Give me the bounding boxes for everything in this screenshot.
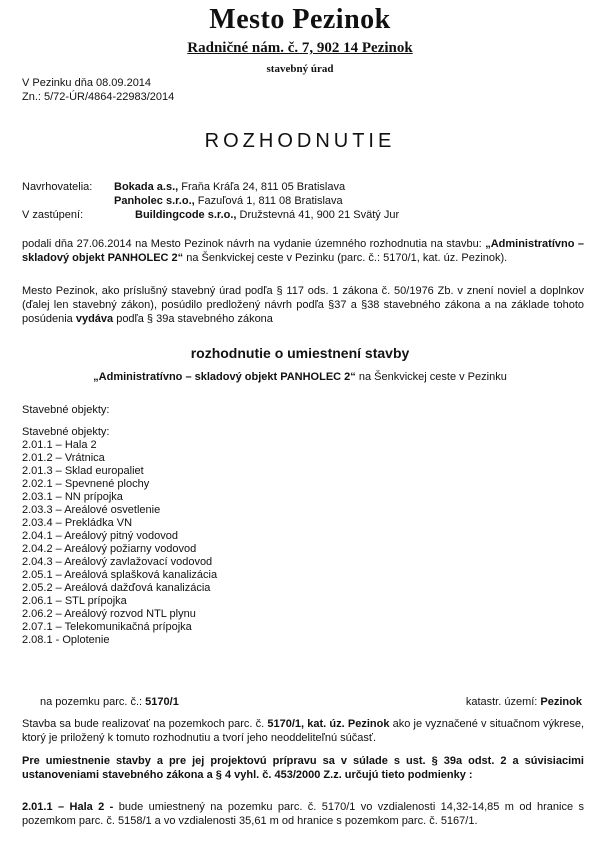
text-span: ako je vyznačené v situačnom výkrese, ktorý je priložený k tomuto rozhodnutiu a tvorí jeho neoddeliteľnú súčasť. bbox=[22, 718, 584, 744]
office-name: stavebný úrad bbox=[266, 63, 334, 75]
text-span: na Šenkvickej ceste v Pezinku (parc. č.: 5170/1, kat. úz. Pezinok). bbox=[183, 252, 508, 264]
list-item: 2.03.4 – Prekládka VN bbox=[22, 517, 133, 529]
decision-project-line bbox=[0, 371, 600, 383]
representative-address: Družstevná 41, 900 21 Svätý Jur bbox=[236, 209, 400, 221]
list-item: 2.08.1 - Oplotenie bbox=[22, 634, 110, 646]
plot-reference: 5170/1, kat. úz. Pezinok bbox=[267, 718, 390, 730]
city-name: Mesto Pezinok bbox=[209, 4, 391, 35]
list-item: 2.01.2 – Vrátnica bbox=[22, 452, 105, 464]
applicant-row bbox=[22, 194, 399, 208]
list-item: 2.05.2 – Areálová dažďová kanalizácia bbox=[22, 582, 211, 594]
cadastral-area bbox=[466, 696, 582, 708]
objects-list bbox=[22, 426, 217, 647]
list-item: 2.04.1 – Areálový pitný vodovod bbox=[22, 530, 178, 542]
text-span: podľa § 39a stavebného zákona bbox=[113, 313, 273, 325]
list-item: 2.03.1 – NN prípojka bbox=[22, 491, 123, 503]
plot-number bbox=[22, 696, 179, 708]
condition-label: 2.01.1 – Hala 2 - bbox=[22, 801, 114, 813]
office-address: Radničné nám. č. 7, 902 14 Pezinok bbox=[187, 40, 413, 56]
reference-number: Zn.: 5/72-ÚR/4864-22983/2014 bbox=[22, 91, 175, 103]
list-item: 2.04.3 – Areálový zavlažovací vodovod bbox=[22, 556, 213, 568]
condition-item bbox=[22, 800, 584, 828]
applicant-address: Fraňa Kráľa 24, 811 05 Bratislava bbox=[178, 181, 346, 193]
applicants-label: Navrhovatelia: bbox=[22, 181, 93, 193]
representative-label: V zastúpení: bbox=[22, 209, 84, 221]
text-span: na Šenkvickej ceste v Pezinku bbox=[355, 371, 507, 383]
list-item: 2.04.2 – Areálový požiarny vodovod bbox=[22, 543, 197, 555]
document-meta bbox=[22, 76, 174, 104]
text-span: bude umiestnený na pozemku parc. č. 5170/1 vo vzdialenosti 14,32-14,85 m od hranice s pozemkom parc. č. 5158/1 a vo vzdialenosti 35,61 m od hranice s pozemkom parc. č. 5167/1. bbox=[22, 801, 584, 827]
location-paragraph bbox=[22, 717, 584, 745]
applicants-block bbox=[22, 180, 399, 222]
authority-paragraph bbox=[22, 284, 584, 326]
applicant-address: Fazuľová 1, 811 08 Bratislava bbox=[194, 195, 343, 207]
plot-label: na pozemku parc. č.: bbox=[40, 696, 146, 708]
building-objects bbox=[22, 404, 217, 647]
list-item: 2.03.3 – Areálové osvetlenie bbox=[22, 504, 161, 516]
plot-value: 5170/1 bbox=[145, 696, 179, 708]
applicant-name: Bokada a.s., bbox=[114, 181, 179, 193]
decision-subtitle: rozhodnutie o umiestnení stavby bbox=[190, 345, 410, 361]
text-span: podali dňa 27.06.2014 na Mesto Pezinok návrh na vydanie územného rozhodnutia na stavbu: bbox=[22, 238, 486, 250]
text-span: Stavba sa bude realizovať na pozemkoch parc. č. bbox=[22, 718, 268, 730]
list-item: 2.01.3 – Sklad europaliet bbox=[22, 465, 144, 477]
representative-name: Buildingcode s.r.o., bbox=[135, 209, 237, 221]
list-item: 2.01.1 – Hala 2 bbox=[22, 439, 97, 451]
applicant-row bbox=[22, 180, 399, 194]
list-item: 2.02.1 – Spevnené plochy bbox=[22, 478, 150, 490]
list-item: 2.06.1 – STL prípojka bbox=[22, 595, 127, 607]
application-paragraph bbox=[22, 237, 584, 265]
date-line: V Pezinku dňa 08.09.2014 bbox=[22, 77, 152, 89]
objects-heading: Stavebné objekty: bbox=[22, 426, 110, 438]
project-name: „Administratívno – skladový objekt PANHOLEC 2“ bbox=[22, 238, 585, 264]
letterhead bbox=[0, 4, 600, 76]
plot-row bbox=[22, 696, 582, 708]
document-title: ROZHODNUTIE bbox=[204, 130, 396, 152]
cadastral-label: katastr. území: bbox=[465, 696, 541, 708]
list-item: 2.07.1 – Telekomunikačná prípojka bbox=[22, 621, 192, 633]
text-span: Mesto Pezinok, ako príslušný stavebný úrad podľa § 117 ods. 1 zákona č. 50/1976 Zb. v znení noviel a doplnkov (ďalej len stavebný zákon), posúdilo predložený návrh podľa §37 a §38 stavebného zákona a na základe tohoto posúdenia bbox=[22, 285, 584, 325]
issues-word: vydáva bbox=[75, 313, 114, 325]
list-item: 2.06.2 – Areálový rozvod NTL plynu bbox=[22, 608, 196, 620]
cadastral-value: Pezinok bbox=[540, 696, 582, 708]
objects-heading: Stavebné objekty: bbox=[22, 404, 110, 416]
applicant-name: Panholec s.r.o., bbox=[114, 195, 195, 207]
list-item: 2.05.1 – Areálová splašková kanalizácia bbox=[22, 569, 218, 581]
representative-row bbox=[22, 208, 399, 222]
project-name: „Administratívno – skladový objekt PANHOLEC 2“ bbox=[93, 371, 356, 383]
conditions-heading: Pre umiestnenie stavby a pre jej projektovú prípravu sa v súlade s ust. § 39a odst. 2 a súvisiacimi ustanoveniami stavebného zákona a § 4 vyhl. č. 453/2000 Z.z. určujú tieto podmienky : bbox=[22, 755, 584, 781]
